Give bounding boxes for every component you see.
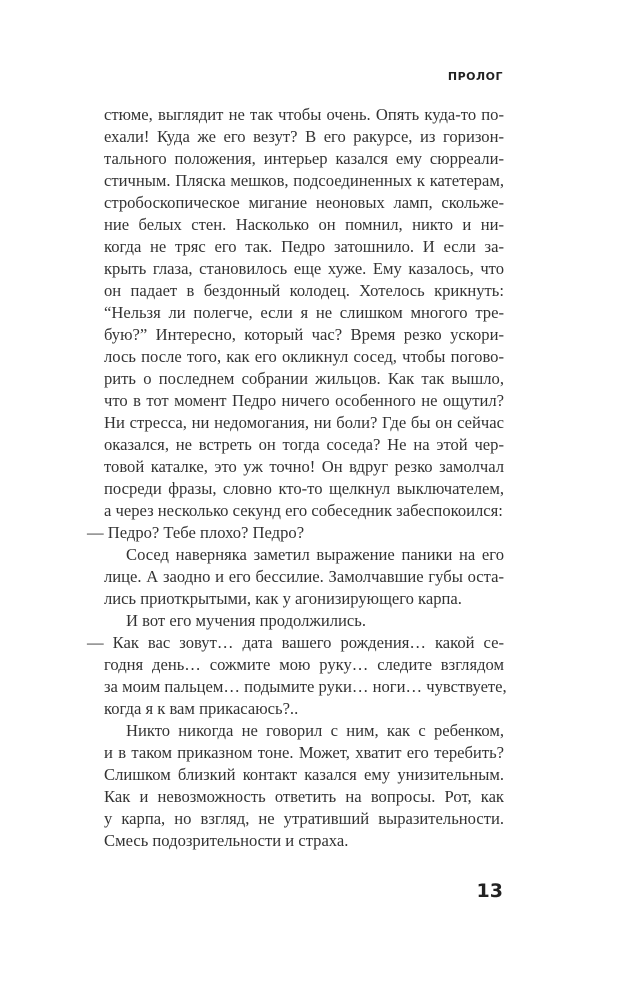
- text-line: — Педро? Тебе плохо? Педро?: [87, 523, 305, 542]
- text-line: Сосед наверняка заметил выражение паники на его: [126, 545, 504, 564]
- text-line: стичным. Пляска мешков, подсоединенных к катетерам,: [104, 171, 504, 190]
- text-line: бую?” Интересно, который час? Время резко ускори-: [104, 325, 504, 344]
- body-text: [87, 104, 507, 852]
- text-line: рить о последнем собрании жильцов. Как так вышло,: [104, 369, 504, 388]
- text-line: что в тот момент Педро ничего особенного не ощутил?: [104, 391, 504, 410]
- text-line: за моим пальцем… подымите руки… ноги… чувствуете,: [104, 677, 507, 696]
- text-line: Слишком близкий контакт казался ему унизительным.: [104, 765, 504, 784]
- text-line: “Нельзя ли полегче, если я не слишком многого тре-: [104, 303, 504, 322]
- text-line: И вот его мучения продолжились.: [126, 611, 366, 630]
- text-line: крыть глаза, становилось еще хуже. Ему казалось, что: [104, 259, 504, 278]
- text-line: стюме, выглядит не так чтобы очень. Опять куда-то по-: [104, 105, 504, 124]
- text-line: он падает в бездонный колодец. Хотелось крикнуть:: [104, 281, 504, 300]
- text-line: тального положения, интерьер казался ему сюрреали-: [104, 149, 504, 168]
- text-line: и в таком приказном тоне. Может, хватит его теребить?: [104, 743, 504, 762]
- running-header: ПРОЛОГ: [447, 70, 503, 83]
- text-line: годня день… сожмите мою руку… следите взглядом: [104, 655, 504, 674]
- text-line: когда не тряс его так. Педро затошнило. И если за-: [104, 237, 504, 256]
- text-line: Ни стресса, ни недомогания, ни боли? Где бы он сейчас: [104, 413, 504, 432]
- page-number: 13: [476, 880, 503, 902]
- text-line: когда я к вам прикасаюсь?..: [104, 699, 299, 718]
- text-line: товой каталке, это уж точно! Он вдруг резко замолчал: [104, 457, 504, 476]
- text-line: лись приоткрытыми, как у агонизирующего карпа.: [104, 589, 462, 608]
- text-line: а через несколько секунд его собеседник забеспокоился:: [104, 501, 503, 520]
- text-line: лице. А заодно и его бессилие. Замолчавшие губы оста-: [104, 567, 504, 586]
- text-line: у карпа, но взгляд, не утративший выразительности.: [104, 809, 504, 828]
- text-line: стробоскопическое мигание неоновых ламп, скольже-: [104, 193, 504, 212]
- text-line: Никто никогда не говорил с ним, как с ребенком,: [126, 721, 504, 740]
- text-line: оказался, не встреть он тогда соседа? Не на этой чер-: [104, 435, 504, 454]
- text-line: ние белых стен. Насколько он помнил, никто и ни-: [104, 215, 504, 234]
- text-line: посреди фразы, словно кто-то щелкнул выключателем,: [104, 479, 504, 498]
- text-line: Смесь подозрительности и страха.: [104, 831, 349, 850]
- text-line: лось после того, как его окликнул сосед, чтобы погово-: [104, 347, 504, 366]
- text-line: — Как вас зовут… дата вашего рождения… какой се-: [87, 633, 504, 652]
- text-line: Как и невозможность ответить на вопросы. Рот, как: [104, 787, 504, 806]
- text-line: ехали! Куда же его везут? В его ракурсе, из горизон-: [104, 127, 504, 146]
